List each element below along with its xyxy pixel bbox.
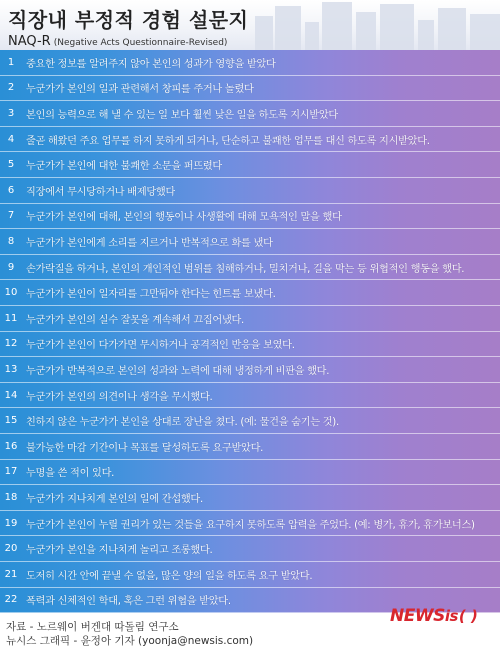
question-number: 13 bbox=[4, 363, 18, 375]
question-number: 21 bbox=[4, 568, 18, 580]
question-row bbox=[0, 383, 500, 409]
question-number: 11 bbox=[4, 312, 18, 324]
question-list bbox=[0, 50, 500, 613]
question-number: 1 bbox=[7, 56, 15, 68]
question-text: 손가락질을 하거나, 본인의 개인적인 범위를 침해하거나, 밀치거나, 길을 막는 등 위협적인 행동을 했다. bbox=[26, 263, 465, 275]
question-number: 22 bbox=[4, 594, 18, 606]
question-row bbox=[0, 511, 500, 537]
question-row bbox=[0, 408, 500, 434]
subtitle bbox=[8, 30, 227, 49]
question-number: 18 bbox=[4, 491, 18, 503]
question-text: 줄곧 해왔던 주요 업무를 하지 못하게 되거나, 단순하고 불쾌한 업무를 대신 하도록 지시받았다. bbox=[26, 135, 430, 147]
question-number: 20 bbox=[4, 543, 18, 555]
question-text: 중요한 정보를 알려주지 않아 본인의 성과가 영향을 받았다 bbox=[26, 58, 276, 70]
question-text: 누군가가 본인을 지나치게 놀리고 조롱했다. bbox=[26, 545, 213, 557]
building-silhouette bbox=[305, 22, 319, 50]
question-number: 10 bbox=[4, 287, 18, 299]
question-text: 직장에서 무시당하거나 배제당했다 bbox=[26, 186, 175, 198]
question-number: 17 bbox=[4, 466, 18, 478]
question-row bbox=[0, 536, 500, 562]
question-text: 누군가가 반복적으로 본인의 성과와 노력에 대해 냉정하게 비판을 했다. bbox=[26, 365, 330, 377]
building-silhouette bbox=[255, 16, 273, 50]
question-number: 9 bbox=[7, 261, 15, 273]
graphic-credit: 뉴시스 그래픽 - 윤정아 기자 (yoonja@newsis.com) bbox=[6, 635, 254, 647]
question-number: 3 bbox=[7, 107, 15, 119]
question-row bbox=[0, 127, 500, 153]
questionnaire-abbr: NAQ-R bbox=[8, 34, 51, 49]
question-row bbox=[0, 50, 500, 76]
question-row bbox=[0, 204, 500, 230]
question-row bbox=[0, 357, 500, 383]
question-number: 8 bbox=[7, 235, 15, 247]
question-text: 누군가가 본인에게 소리를 지르거나 반복적으로 화를 냈다 bbox=[26, 237, 273, 249]
question-number: 4 bbox=[7, 133, 15, 145]
logo-part-is: is bbox=[444, 607, 458, 625]
question-text: 누군가가 본인에 대한 불쾌한 소문을 퍼뜨렸다 bbox=[26, 161, 222, 173]
question-row bbox=[0, 152, 500, 178]
question-text: 누군가가 지나치게 본인의 일에 간섭했다. bbox=[26, 493, 203, 505]
building-silhouette bbox=[438, 8, 466, 50]
question-row bbox=[0, 460, 500, 486]
question-row bbox=[0, 562, 500, 588]
question-text: 누군가가 본인이 누릴 권리가 있는 것들을 요구하지 못하도록 압력을 주었다. (예: 병가, 휴가, 휴가보너스) bbox=[26, 519, 475, 531]
footer bbox=[6, 620, 253, 648]
question-number: 14 bbox=[4, 389, 18, 401]
question-row bbox=[0, 306, 500, 332]
question-row bbox=[0, 229, 500, 255]
logo-part-paren: ( ) bbox=[458, 607, 478, 625]
question-number: 16 bbox=[4, 440, 18, 452]
question-text: 본인의 능력으로 해 낼 수 있는 일 보다 훨씬 낮은 일을 하도록 지시받았다 bbox=[26, 109, 338, 121]
question-row bbox=[0, 178, 500, 204]
question-row bbox=[0, 280, 500, 306]
question-row bbox=[0, 485, 500, 511]
question-number: 6 bbox=[7, 184, 15, 196]
newsis-logo bbox=[390, 606, 478, 628]
question-row bbox=[0, 101, 500, 127]
question-number: 2 bbox=[7, 82, 15, 94]
question-text: 누군가가 본인의 일과 관련해서 창피를 주거나 놀렸다 bbox=[26, 84, 254, 96]
question-text: 도저히 시간 안에 끝낼 수 없을, 많은 양의 일을 하도록 요구 받았다. bbox=[26, 570, 313, 582]
question-number: 19 bbox=[4, 517, 18, 529]
logo-part-news: NEWS bbox=[390, 606, 445, 626]
questionnaire-full-name: (Negative Acts Questionnaire-Revised) bbox=[53, 38, 228, 48]
building-silhouette bbox=[470, 14, 500, 50]
question-text: 누명을 쓴 적이 있다. bbox=[26, 468, 115, 480]
source-credit: 자료 - 노르웨이 버겐대 따돌림 연구소 bbox=[6, 621, 179, 633]
header-banner bbox=[0, 0, 500, 50]
question-text: 누군가가 본인이 일자리를 그만둬야 한다는 힌트를 보냈다. bbox=[26, 289, 276, 301]
building-silhouette bbox=[356, 12, 376, 50]
question-text: 불가능한 마감 기간이나 목표를 달성하도록 요구받았다. bbox=[26, 442, 264, 454]
question-number: 5 bbox=[7, 159, 15, 171]
page-title: 직장내 부정적 경험 설문지 bbox=[8, 8, 249, 32]
question-text: 누군가가 본인에 대해, 본인의 행동이나 사생활에 대해 모욕적인 말을 했다 bbox=[26, 212, 342, 224]
question-text: 누군가가 본인의 실수 잘못을 계속해서 끄집어냈다. bbox=[26, 314, 244, 326]
building-silhouette bbox=[380, 4, 414, 50]
question-number: 7 bbox=[7, 210, 15, 222]
building-silhouette bbox=[322, 2, 352, 50]
question-number: 12 bbox=[4, 338, 18, 350]
building-silhouette bbox=[275, 6, 301, 50]
question-row bbox=[0, 434, 500, 460]
question-text: 누군가가 본인의 의견이나 생각을 무시했다. bbox=[26, 391, 213, 403]
question-row bbox=[0, 332, 500, 358]
question-text: 친하지 않은 누군가가 본인을 상대로 장난을 쳤다. (예: 물건을 숨기는 것). bbox=[26, 417, 339, 429]
question-text: 폭력과 신체적인 학대, 혹은 그런 위협을 받았다. bbox=[26, 596, 231, 608]
question-row bbox=[0, 255, 500, 281]
question-row bbox=[0, 76, 500, 102]
question-number: 15 bbox=[4, 415, 18, 427]
question-text: 누군가가 본인이 다가가면 무시하거나 공격적인 반응을 보였다. bbox=[26, 340, 295, 352]
building-silhouette bbox=[418, 20, 434, 50]
